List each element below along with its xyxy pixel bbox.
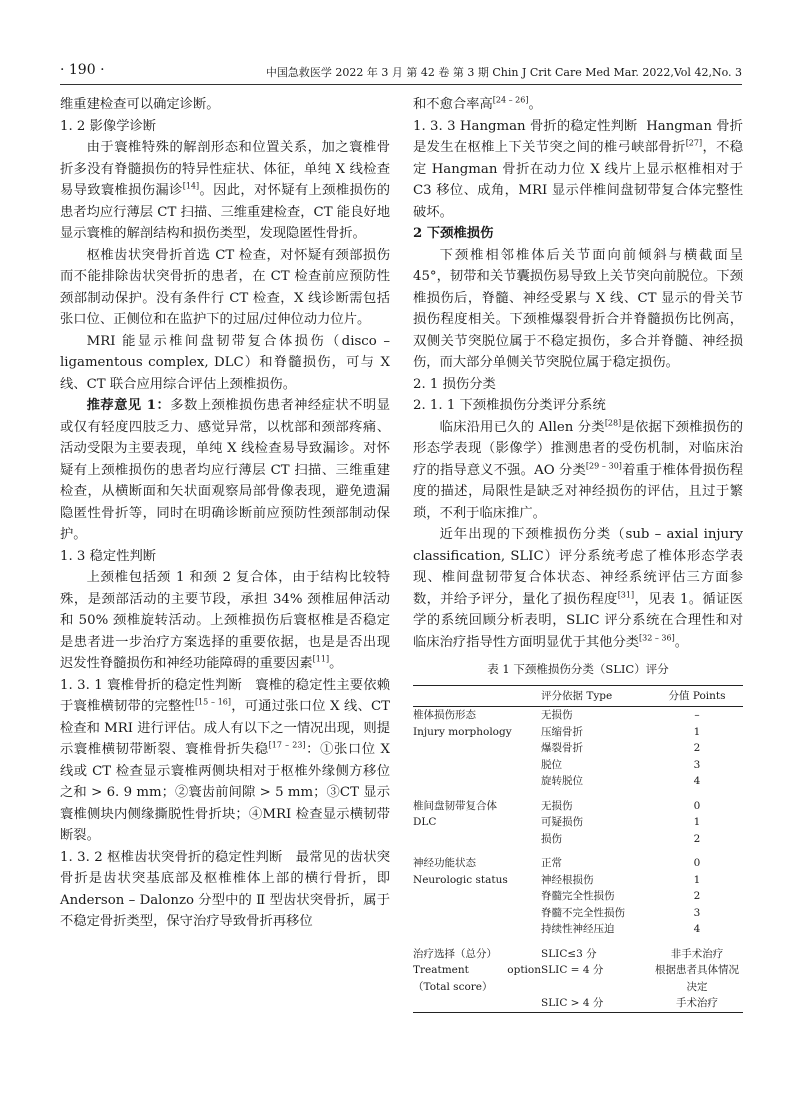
citation: [32 – 36] — [639, 633, 675, 643]
slic-table — [413, 685, 743, 1013]
table-cell: 椎间盘韧带复合体 — [413, 799, 497, 812]
recommendation-label: 推荐意见 1： — [86, 398, 171, 413]
paragraph: 维重建检查可以确定诊断。 — [60, 97, 220, 112]
section-heading-2-1-1: 2. 1. 1 下颈椎损伤分类评分系统 — [413, 398, 606, 413]
table-cell: 0 — [693, 799, 701, 812]
citation: [29 – 30] — [585, 461, 622, 471]
table-cell: SLIC≤3 分 — [541, 947, 597, 960]
table-body — [413, 707, 743, 1013]
table-cell: – — [694, 709, 700, 721]
section-heading-1-3-3: 1. 3. 3 Hangman 骨折的稳定性判断 — [413, 118, 638, 134]
table-row — [413, 814, 743, 831]
table-row — [413, 938, 743, 963]
table-row — [413, 757, 743, 774]
table-cell — [413, 740, 541, 757]
table-cell: 4 — [693, 923, 701, 935]
section-heading-1-3-2: 1. 3. 2 枢椎齿状突骨折的稳定性判断 — [60, 849, 283, 865]
table-cell — [413, 757, 541, 774]
table-cell: 2 — [693, 832, 701, 845]
table-cell: SLIC > 4 分 — [541, 997, 604, 1009]
table-cell: 根据患者具体情况决定 — [655, 964, 739, 993]
table-cell: 损伤 — [541, 832, 562, 845]
table-cell: 脱位 — [541, 758, 562, 771]
paragraph: 临床沿用已久的 Allen 分类[28]是依据下颈椎损伤的形态学表现（影像学）推测患者的受伤机制，对临床治疗的指导意义不强。AO 分类[29 – 30]着重于椎体骨损伤程度的描述，局限性是缺乏对神经损伤的评估，且过于繁琐，不利于临床推广。 — [413, 418, 744, 521]
table-cell: 椎体损伤形态 — [413, 709, 476, 721]
citation: [11] — [312, 654, 330, 664]
paragraph: 1. 3. 1 寰椎骨折的稳定性判断 寰椎的稳定性主要依赖于寰椎横韧带的完整性[15 – 16]，可通过张口位 X 线、CT 检查和 MRI 进行评估。成人有以下之一情况出现，则提示寰椎横韧带断裂、寰椎骨折失稳[17 – 23]：①张口位 X 线或 CT 检查显示寰椎两侧块相对于枢椎外缘侧方移位之和 > 6. 9 mm；②寰齿前间隙 > 5 mm；③CT 显示寰椎侧块内侧缘撕脱性骨折块；④MRI 检查显示横韧带断裂。 — [60, 677, 391, 843]
paragraph: 枢椎齿状突骨折首选 CT 检查，对怀疑有颈部损伤而不能排除齿状突骨折的患者，在 CT 检查前应预防性颈部制动保护。没有条件行 CT 检查，X 线诊断需包括张口位、正侧位和在监护下的过屈/过伸位动力位片。 — [60, 247, 390, 327]
table-cell — [413, 905, 541, 922]
table-cell: 治疗选择（总分） — [413, 947, 497, 960]
table-cell: 压缩骨折 — [541, 725, 583, 738]
table-row — [413, 872, 743, 889]
table-cell — [413, 831, 541, 848]
table-cell: Treatment option（Total score） — [413, 964, 541, 993]
table-cell — [413, 995, 541, 1012]
table-header-cell — [413, 685, 541, 707]
paragraph: 由于寰椎特殊的解剖形态和位置关系，加之寰椎骨折多没有脊髓损伤的特异性症状、体征，单纯 X 线检查易导致寰椎损伤漏诊[14]。因此，对怀疑有上颈椎损伤的患者均应行薄层 CT 扫描、三维重建检查，CT 能良好地显示寰椎的解剖结构和损伤类型，发现隐匿性骨折。 — [60, 140, 391, 241]
table-cell: 1 — [693, 725, 701, 738]
citation: [17 – 23] — [268, 740, 306, 750]
table-cell: 3 — [693, 906, 701, 919]
section-heading-1-3: 1. 3 稳定性判断 — [60, 548, 157, 564]
table-row — [413, 921, 743, 938]
table-row — [413, 888, 743, 905]
table-header-row — [413, 685, 743, 707]
table-row — [413, 740, 743, 757]
section-heading-1-2: 1. 2 影像学诊断 — [60, 118, 157, 134]
journal-header: 中国急救医学 2022 年 3 月 第 42 卷 第 3 期 Chin J Crit Care Med Mar. 2022,Vol 42,No. 3 — [265, 66, 742, 79]
table-row — [413, 962, 743, 995]
table-cell: 神经根损伤 — [541, 873, 594, 886]
table-cell — [413, 921, 541, 938]
table-cell: 1 — [693, 816, 701, 828]
table-row — [413, 790, 743, 815]
section-heading-1-3-1: 1. 3. 1 寰椎骨折的稳定性判断 — [60, 677, 243, 693]
section-heading-2: 2 下颈椎损伤 — [413, 226, 494, 241]
citation: [28] — [604, 418, 622, 428]
page-number: · 190 · — [60, 62, 105, 78]
table-cell: 神经功能状态 — [413, 857, 476, 869]
paragraph: MRI 能显示椎间盘韧带复合体损伤（disco – ligamentous complex, DLC）和脊髓损伤，可与 X 线、CT 联合应用综合评估上颈椎损伤。 — [60, 333, 390, 392]
table-cell: 手术治疗 — [676, 997, 718, 1009]
table-cell — [413, 888, 541, 905]
table-cell: 脊髓完全性损伤 — [541, 890, 615, 902]
table-row — [413, 905, 743, 922]
citation: [31] — [617, 590, 635, 600]
table-cell: 无损伤 — [541, 709, 573, 721]
table-cell: 爆裂骨折 — [541, 742, 583, 754]
table-row — [413, 724, 743, 741]
recommendation-1: 推荐意见 1：多数上颈椎损伤患者神经症状不明显或仅有轻度四肢乏力、感觉异常，以枕部和颈部疼痛、活动受限为主要表现，单纯 X 线检查易导致漏诊。对怀疑有上颈椎损伤的患者均应行薄层 CT 扫描、三维重建检查，从横断面和矢状面观察局部骨像表现，避免遗漏隐匿性骨折等，同时在明确诊断前应预防性颈部制动保护。 — [60, 398, 390, 542]
table-cell: 1 — [693, 873, 701, 886]
left-column — [60, 94, 390, 933]
table-cell: 0 — [693, 857, 701, 869]
table-cell: 脊髓不完全性损伤 — [541, 906, 625, 919]
paragraph: 1. 3. 2 枢椎齿状突骨折的稳定性判断 最常见的齿状突骨折是齿状突基底部及枢椎椎体上部的横行骨折，即 Anderson – Dalonzo 分型中的 Ⅱ 型齿状突骨折，属于不稳定骨折类型，保守治疗导致骨折再移位 — [60, 849, 390, 929]
citation: [15 – 16] — [194, 697, 232, 707]
table-cell: 无损伤 — [541, 799, 573, 812]
table-cell: 3 — [693, 758, 701, 771]
table-cell: 4 — [693, 775, 701, 787]
header-rule — [60, 84, 742, 85]
right-column — [413, 94, 743, 1013]
table-row — [413, 847, 743, 872]
table-cell: 2 — [693, 742, 701, 754]
paragraph: 下颈椎相邻椎体后关节面向前倾斜与横截面呈 45°，韧带和关节囊损伤易导致上关节突向前脱位。下颈椎损伤后，脊髓、神经受累与 X 线、CT 显示的骨关节损伤程度相关。下颈椎爆裂骨折合并脊髓损伤比例高，双侧关节突脱位属于不稳定损伤，多合并脊髓、神经损伤，而大部分单侧关节突脱位属于稳定损伤。 — [413, 247, 743, 370]
table-cell: DLC — [413, 816, 437, 828]
table-cell: SLIC = 4 分 — [541, 964, 604, 976]
paragraph: 近年出现的下颈椎损伤分类（sub – axial injury classification, SLIC）评分系统考虑了椎体形态学表现、椎间盘韧带复合体状态、神经系统评估三方面参数，并给予评分，量化了损伤程度[31]，见表 1。循证医学的系统回顾分析表明，SLIC 评分系统在合理性和对临床治疗指导性方面明显优于其他分类[32 – 36]。 — [413, 527, 744, 650]
table-cell: Neurologic status — [413, 873, 508, 886]
paragraph: 和不愈合率高[24 – 26]。 — [413, 95, 542, 112]
citation: [24 – 26] — [492, 95, 529, 105]
section-heading-2-1: 2. 1 损伤分类 — [413, 376, 496, 392]
table-row — [413, 995, 743, 1012]
table-row — [413, 831, 743, 848]
table-cell: 持续性神经压迫 — [541, 923, 615, 935]
table-cell: 2 — [693, 890, 701, 902]
table-cell: 旋转脱位 — [541, 775, 583, 787]
table-cell: 非手术治疗 — [670, 947, 724, 960]
citation: [27] — [685, 138, 703, 148]
table-caption: 表 1 下颈椎损伤分类（SLIC）评分 — [487, 662, 669, 676]
table-row — [413, 773, 743, 790]
table-header-cell: 评分依据 Type — [541, 689, 613, 702]
table-cell: 正常 — [541, 857, 562, 869]
table-row — [413, 707, 743, 724]
table-cell: Injury morphology — [413, 725, 512, 738]
table-cell: 可疑损伤 — [541, 816, 583, 828]
paragraph: 1. 3. 3 Hangman 骨折的稳定性判断 Hangman 骨折是发生在枢椎上下关节突之间的椎弓峡部骨折[27]，不稳定 Hangman 骨折在动力位 X 线片上显示枢椎相对于 C3 移位、成角，MRI 显示伴椎间盘韧带复合体完整性破坏。 — [413, 118, 744, 220]
table-cell — [413, 773, 541, 790]
paragraph: 上颈椎包括颈 1 和颈 2 复合体，由于结构比较特殊，是颈部活动的主要节段，承担 34% 颈椎屈伸活动和 50% 颈椎旋转活动。上颈椎损伤后寰枢椎是否稳定是患者进一步治疗方案选择的重要依据，也是是否出现迟发性脊髓损伤和神经功能障碍的重要因素[11]。 — [60, 570, 390, 671]
citation: [14] — [182, 181, 200, 191]
table-header-cell: 分值 Points — [668, 689, 726, 702]
